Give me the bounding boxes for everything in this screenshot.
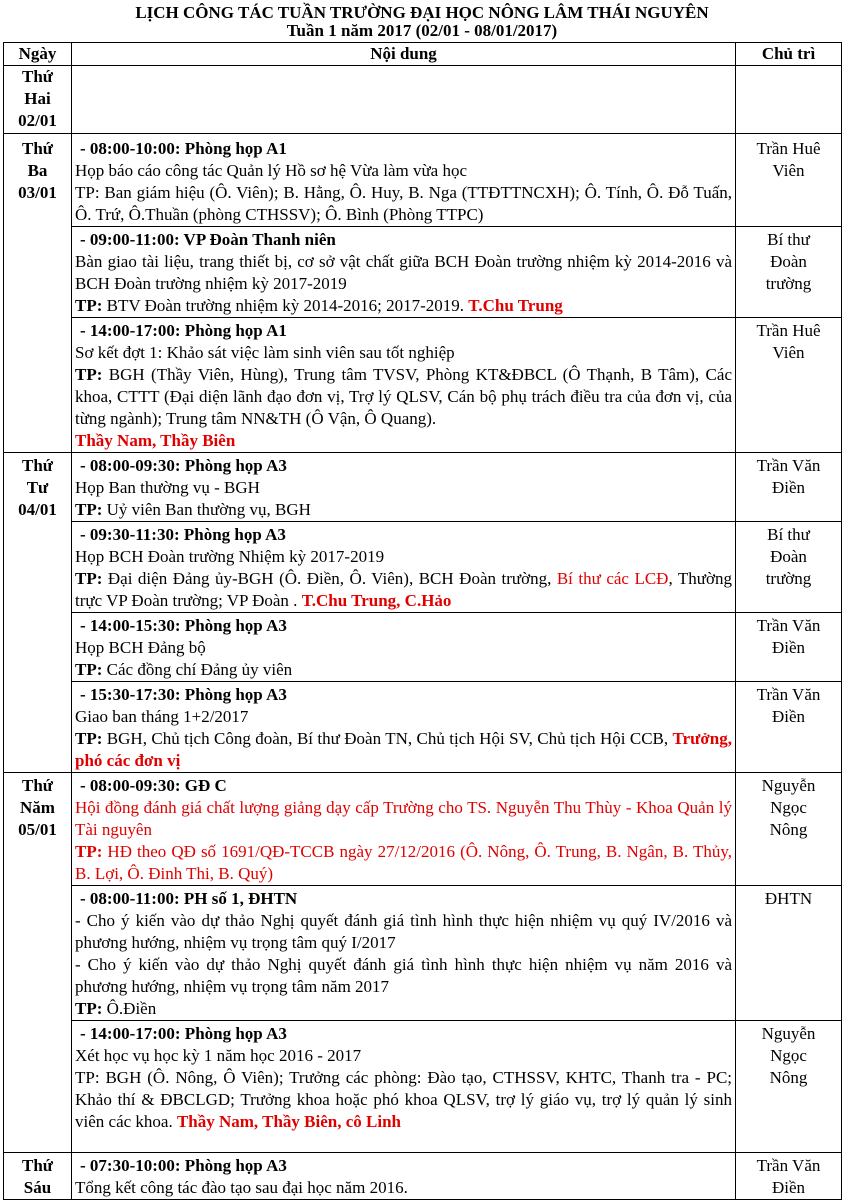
header-content: Nội dung bbox=[72, 43, 736, 66]
chair-cell bbox=[736, 682, 842, 773]
day-date: 03/01 bbox=[18, 183, 57, 202]
chair-name: Bí thư bbox=[767, 230, 810, 249]
chair-name: Ngọc bbox=[770, 798, 807, 817]
event-desc: Họp BCH Đảng bộ bbox=[75, 638, 206, 657]
day-label: Thứ bbox=[22, 776, 53, 795]
chair-name: Điền bbox=[771, 478, 806, 497]
chair-name: Trần Huê bbox=[756, 321, 821, 340]
table-row bbox=[4, 227, 842, 318]
tp-text: Đại diện Đảng ủy-BGH (Ô. Điền, Ô. Viên), BCH Đoàn trường, bbox=[102, 569, 557, 588]
day-cell bbox=[4, 453, 72, 773]
schedule-table bbox=[3, 42, 842, 1200]
content-cell bbox=[72, 613, 736, 682]
tp-highlight: Thầy Nam, Thầy Biên bbox=[75, 431, 236, 450]
tp-highlight: Bí thư các LCĐ bbox=[556, 569, 669, 588]
event-participants bbox=[75, 841, 732, 885]
chair-name: Điền bbox=[771, 1178, 806, 1197]
table-row bbox=[4, 613, 842, 682]
table-row bbox=[4, 134, 842, 227]
event-time: - 09:30-11:30: Phòng họp A3 bbox=[80, 525, 286, 544]
chair-name: Ngọc bbox=[770, 1046, 807, 1065]
day-label: Thứ bbox=[22, 456, 53, 475]
content-cell bbox=[72, 1021, 736, 1153]
chair-cell bbox=[736, 134, 842, 227]
event-time: - 14:00-17:00: Phòng họp A1 bbox=[80, 321, 287, 340]
event-participants bbox=[75, 295, 732, 317]
tp-highlight: T.Chu Trung bbox=[468, 296, 563, 315]
header-chair: Chủ trì bbox=[736, 43, 842, 66]
tp-text: BGH, Chủ tịch Công đoàn, Bí thư Đoàn TN, Chủ tịch Hội SV, Chủ tịch Hội CCB, bbox=[102, 729, 673, 748]
day-label: Năm bbox=[20, 798, 55, 817]
chair-name: Trần Huê bbox=[756, 139, 821, 158]
event-time: - 09:00-11:00: VP Đoàn Thanh niên bbox=[80, 230, 336, 249]
page-subtitle: Tuần 1 năm 2017 (02/01 - 08/01/2017) bbox=[286, 21, 558, 40]
event-participants bbox=[75, 499, 732, 521]
event-desc: Họp Ban thường vụ - BGH bbox=[75, 478, 260, 497]
day-cell bbox=[4, 66, 72, 134]
content-cell bbox=[72, 66, 736, 134]
chair-name: Nguyễn bbox=[761, 776, 816, 795]
day-cell bbox=[4, 773, 72, 1153]
tp-text: Các đồng chí Đảng ủy viên bbox=[102, 660, 293, 679]
event-desc: Họp BCH Đoàn trường Nhiệm kỳ 2017-2019 bbox=[75, 547, 385, 566]
tp-highlight: Thầy Nam, Thầy Biên, cô Linh bbox=[176, 1112, 401, 1131]
tp-text: HĐ theo QĐ số 1691/QĐ-TCCB ngày 27/12/2016 (Ô. Nông, Ô. Trung, B. Ngân, B. Thủy, B. Lợi, Ô. Đinh Thi, B. Quý) bbox=[75, 842, 732, 883]
content-cell bbox=[72, 1153, 736, 1200]
chair-cell bbox=[736, 522, 842, 613]
chair-name: ĐHTN bbox=[764, 889, 813, 908]
event-participants bbox=[75, 364, 732, 430]
day-cell bbox=[4, 134, 72, 453]
event-desc: Họp báo cáo công tác Quản lý Hồ sơ hệ Vừa làm vừa học bbox=[75, 161, 468, 180]
chair-name: Điền bbox=[771, 707, 806, 726]
event-desc: Hội đồng đánh giá chất lượng giảng dạy cấp Trường cho TS. Nguyễn Thu Thùy - Khoa Quản lý Tài nguyên bbox=[75, 798, 732, 839]
event-time: - 08:00-11:00: PH số 1, ĐHTN bbox=[80, 889, 298, 908]
chair-cell bbox=[736, 1021, 842, 1153]
content-cell bbox=[72, 682, 736, 773]
chair-cell bbox=[736, 613, 842, 682]
event-desc: Tổng kết công tác đào tạo sau đại học năm 2016. bbox=[75, 1178, 408, 1197]
day-date: 04/01 bbox=[18, 500, 57, 519]
day-label: Sáu bbox=[23, 1178, 52, 1197]
event-desc: - Cho ý kiến vào dự thảo Nghị quyết đánh giá tình hình thực hiện nhiệm vụ năm 2016 và phương hướng, nhiệm vụ trọng tâm năm 2017 bbox=[75, 955, 732, 996]
day-label: Hai bbox=[24, 89, 51, 108]
chair-name: Nông bbox=[769, 1068, 808, 1087]
day-label: Thứ bbox=[22, 67, 53, 86]
tp-text: TP: BGH (Ô. Nông, Ô Viên); Trưởng các phòng: Đào tạo, CTHSSV, KHTC, Thanh tra - PC; Khảo thí & ĐBCLGD; Trưởng khoa hoặc phó khoa QLSV, trợ lý giáo vụ, trợ lý quản lý sinh viên các khoa. bbox=[75, 1068, 732, 1131]
event-participants bbox=[75, 998, 732, 1020]
header-day: Ngày bbox=[4, 43, 72, 66]
chair-name: Trần Văn bbox=[756, 456, 821, 475]
event-participants bbox=[75, 659, 732, 681]
tp-label: TP: bbox=[75, 296, 103, 315]
chair-cell bbox=[736, 886, 842, 1021]
chair-cell bbox=[736, 453, 842, 522]
page-title: LỊCH CÔNG TÁC TUẦN TRƯỜNG ĐẠI HỌC NÔNG LÂM THÁI NGUYÊN bbox=[135, 3, 709, 22]
tp-label: TP: bbox=[75, 365, 103, 384]
tp-text: BTV Đoàn trường nhiệm kỳ 2014-2016; 2017-2019. bbox=[102, 296, 469, 315]
event-desc: Bàn giao tài liệu, trang thiết bị, cơ sở vật chất giữa BCH Đoàn trường nhiệm kỳ 2014-2016 và BCH Đoàn trường nhiệm kỳ 2017-2019 bbox=[75, 252, 732, 293]
content-cell bbox=[72, 453, 736, 522]
event-desc: - Cho ý kiến vào dự thảo Nghị quyết đánh giá tình hình thực hiện nhiệm vụ quý IV/2016 và phương hướng, nhiệm vụ trọng tâm quý I/2017 bbox=[75, 911, 732, 952]
content-cell bbox=[72, 773, 736, 886]
day-label: Thứ bbox=[22, 139, 53, 158]
table-row bbox=[4, 886, 842, 1021]
tp-label: TP: bbox=[75, 999, 103, 1018]
event-participants: TP: Ban giám hiệu (Ô. Viên); B. Hằng, Ô. Huy, B. Nga (TTĐTTNCXH); Ô. Tính, Ô. Đỗ Tuấn, Ô. Trứ, Ô.Thuần (phòng CTHSSV); Ô. Bình (Phòng TTPC) bbox=[75, 183, 732, 224]
tp-label: TP: bbox=[75, 842, 103, 861]
day-label: Tư bbox=[26, 478, 49, 497]
event-desc: Xét học vụ học kỳ 1 năm học 2016 - 2017 bbox=[75, 1046, 362, 1065]
event-participants bbox=[75, 568, 732, 612]
event-time: - 08:00-10:00: Phòng họp A1 bbox=[80, 139, 287, 158]
chair-name: Viên bbox=[772, 343, 805, 362]
event-time: - 15:30-17:30: Phòng họp A3 bbox=[80, 685, 287, 704]
content-cell bbox=[72, 134, 736, 227]
tp-text: BGH (Thầy Viên, Hùng), Trung tâm TVSV, Phòng KT&ĐBCL (Ô Thạnh, B Tâm), Các khoa, CTTT (Đại diện lãnh đạo đơn vị, Trợ lý QLSV, Cán bộ phụ trách điều tra của đơn vị, của từng ngành); Trung tâm NN&TH (Ô Vận, Ô Quang). bbox=[75, 365, 732, 428]
event-participants bbox=[75, 1067, 732, 1133]
content-cell bbox=[72, 318, 736, 453]
event-time: - 14:00-17:00: Phòng họp A3 bbox=[80, 1024, 287, 1043]
day-label: Thứ bbox=[22, 1156, 53, 1175]
event-time: - 07:30-10:00: Phòng họp A3 bbox=[80, 1156, 287, 1175]
event-desc: Sơ kết đợt 1: Khảo sát việc làm sinh viên sau tốt nghiệp bbox=[75, 343, 455, 362]
event-time: - 08:00-09:30: Phòng họp A3 bbox=[80, 456, 287, 475]
tp-label: TP: bbox=[75, 569, 103, 588]
tp-label: TP: bbox=[75, 729, 103, 748]
tp-label: TP: bbox=[75, 660, 103, 679]
tp-text: Ô.Điền bbox=[102, 999, 157, 1018]
chair-cell bbox=[736, 1153, 842, 1200]
content-cell bbox=[72, 886, 736, 1021]
table-row bbox=[4, 453, 842, 522]
table-row bbox=[4, 522, 842, 613]
day-date: 02/01 bbox=[18, 111, 57, 130]
content-cell bbox=[72, 522, 736, 613]
event-time: - 14:00-15:30: Phòng họp A3 bbox=[80, 616, 287, 635]
chair-name: Điền bbox=[771, 638, 806, 657]
chair-name: Đoàn bbox=[770, 252, 807, 271]
chair-name: Nông bbox=[769, 820, 808, 839]
table-row bbox=[4, 773, 842, 886]
chair-name: Trần Văn bbox=[756, 616, 821, 635]
chair-cell bbox=[736, 773, 842, 886]
chair-name: Nguyễn bbox=[761, 1024, 816, 1043]
chair-name: trường bbox=[765, 274, 812, 293]
chair-cell bbox=[736, 66, 842, 134]
tp-text: , Thường trực VP Đoàn trường; VP Đoàn . bbox=[75, 569, 732, 610]
chair-cell bbox=[736, 318, 842, 453]
table-row bbox=[4, 66, 842, 134]
chair-name: Trần Văn bbox=[756, 685, 821, 704]
tp-highlight: Trưởng, phó các đơn vị bbox=[75, 729, 732, 770]
tp-text: Uỷ viên Ban thường vụ, BGH bbox=[102, 500, 311, 519]
table-row bbox=[4, 1153, 842, 1200]
chair-name: trường bbox=[765, 569, 812, 588]
event-time: - 08:00-09:30: GĐ C bbox=[80, 776, 227, 795]
event-participants bbox=[75, 728, 732, 772]
table-row bbox=[4, 318, 842, 453]
tp-label: TP: bbox=[75, 500, 103, 519]
day-label: Ba bbox=[27, 161, 48, 180]
table-row bbox=[4, 1021, 842, 1153]
table-row bbox=[4, 682, 842, 773]
content-cell bbox=[72, 227, 736, 318]
day-cell bbox=[4, 1153, 72, 1200]
chair-name: Trần Văn bbox=[756, 1156, 821, 1175]
chair-name: Bí thư bbox=[767, 525, 810, 544]
day-date: 05/01 bbox=[18, 820, 57, 839]
chair-name: Viên bbox=[772, 161, 805, 180]
table-header-row bbox=[4, 43, 842, 66]
chair-cell bbox=[736, 227, 842, 318]
tp-highlight: T.Chu Trung, C.Hảo bbox=[301, 591, 452, 610]
event-desc: Giao ban tháng 1+2/2017 bbox=[75, 707, 249, 726]
chair-name: Đoàn bbox=[770, 547, 807, 566]
